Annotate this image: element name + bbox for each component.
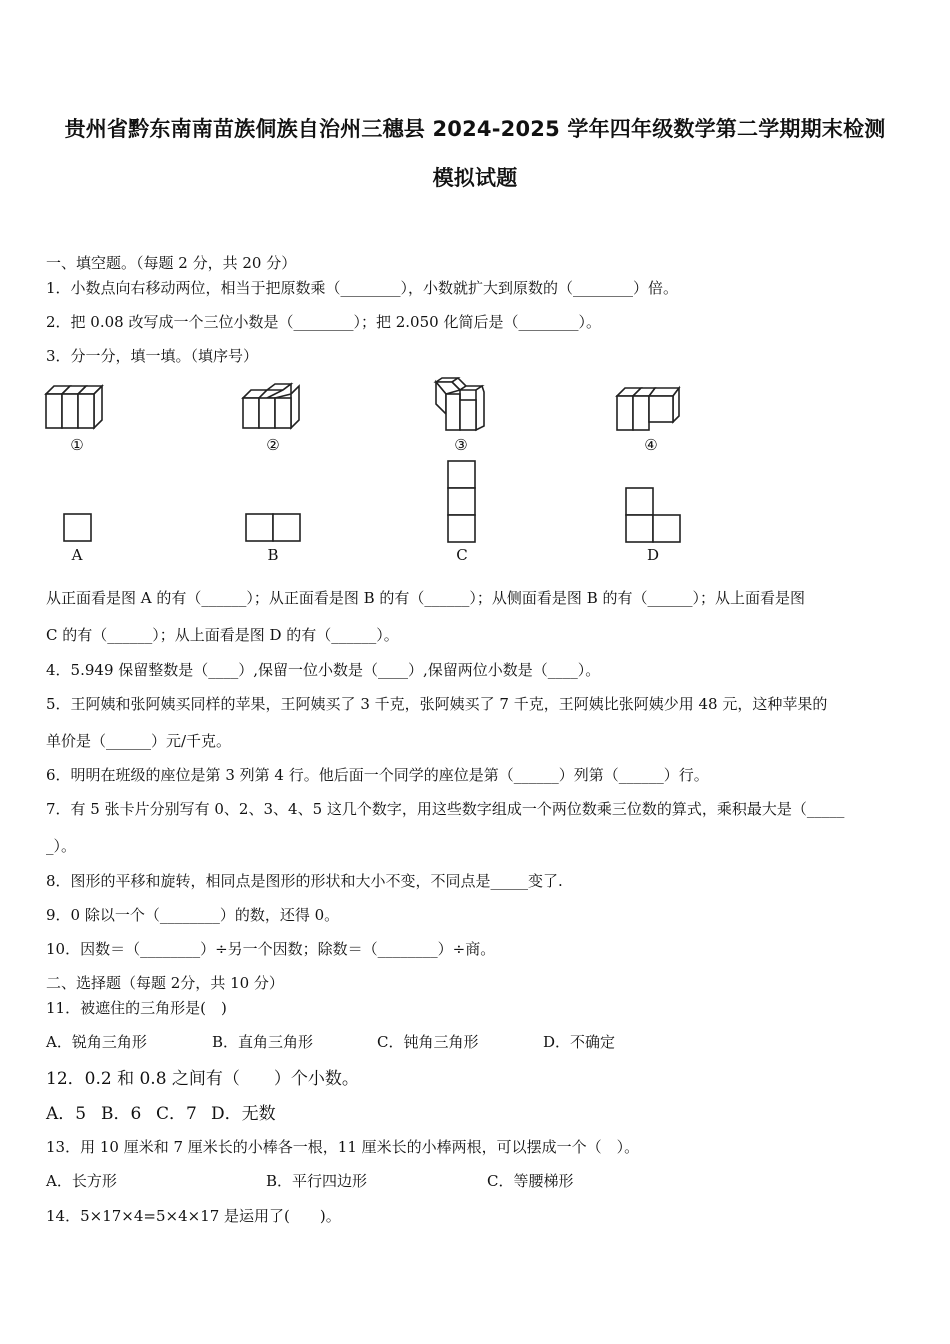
figure-label-2: ② [266, 436, 280, 454]
q12-option-b: B．6 [101, 1104, 142, 1124]
question-11: 11．被遮住的三角形是( ) [46, 999, 227, 1017]
view-figure-c [448, 461, 476, 547]
q12-option-c: C．7 [156, 1104, 197, 1124]
question-12: 12．0.2 和 0.8 之间有（ ）个小数。 [46, 1069, 359, 1089]
figure-label-1: ① [70, 436, 84, 454]
page-title-line1: 贵州省黔东南南苗族侗族自治州三穗县 2024-2025 学年四年级数学第二学期期末检测 [64, 117, 886, 141]
cube-figure-1 [46, 384, 112, 438]
q11-option-a: A．锐角三角形 [46, 1033, 147, 1051]
view-figure-a [64, 514, 92, 546]
question-14: 14．5×17×4=5×4×17 是运用了( )。 [46, 1207, 341, 1225]
cube-figure-3 [436, 378, 496, 438]
section2-heading: 二、选择题（每题 2分，共 10 分） [46, 974, 284, 992]
question-4: 4．5.949 保留整数是（____）,保留一位小数是（____）,保留两位小数是（____）。 [46, 661, 601, 679]
view-label-b: B [267, 546, 279, 564]
view-label-a: A [71, 546, 83, 564]
view-figure-d [626, 488, 682, 548]
question-1: 1．小数点向右移动两位，相当于把原数乘（________），小数就扩大到原数的（________）倍。 [46, 279, 679, 297]
q13-option-b: B．平行四边形 [266, 1172, 368, 1190]
section1-heading: 一、填空题。（每题 2 分，共 20 分） [46, 254, 297, 272]
question-9: 9．0 除以一个（________）的数，还得 0。 [46, 906, 340, 924]
view-label-c: C [456, 546, 468, 564]
question-6: 6．明明在班级的座位是第 3 列第 4 行。他后面一个同学的座位是第（______）列第（______）行。 [46, 766, 709, 784]
cube-figure-2 [241, 384, 307, 438]
view-label-d: D [646, 546, 660, 564]
q11-option-b: B．直角三角形 [212, 1033, 314, 1051]
q13-option-a: A．长方形 [46, 1172, 117, 1190]
question-5-line2: 单价是（______）元/千克。 [46, 732, 232, 750]
question-3-answer-line1: 从正面看是图 A 的有（______）；从正面看是图 B 的有（______）；从侧面看是图 B 的有（______）；从上面看是图 [46, 589, 805, 607]
question-2: 2．把 0.08 改写成一个三位小数是（________）；把 2.050 化简后是（________）。 [46, 313, 601, 331]
q12-option-d: D．无数 [211, 1104, 276, 1124]
question-7-line2: _）。 [46, 837, 77, 855]
view-figure-b [246, 514, 302, 546]
question-3-answer-line2: C 的有（______）；从上面看是图 D 的有（______）。 [46, 626, 399, 644]
page-title-line2: 模拟试题 [432, 166, 518, 190]
q11-option-d: D．不确定 [543, 1033, 616, 1051]
question-7-line1: 7．有 5 张卡片分别写有 0、2、3、4、5 这几个数字，用这些数字组成一个两位数乘三位数的算式，乘积最大是（_____ [46, 800, 845, 818]
question-3: 3．分一分，填一填。（填序号） [46, 347, 259, 365]
q11-option-c: C．钝角三角形 [377, 1033, 479, 1051]
question-13: 13．用 10 厘米和 7 厘米长的小棒各一根，11 厘米长的小棒两根，可以摆成一个（ ）。 [46, 1138, 640, 1156]
q13-option-c: C．等腰梯形 [487, 1172, 574, 1190]
figure-label-3: ③ [454, 436, 468, 454]
cube-figure-4 [617, 386, 689, 438]
figure-label-4: ④ [644, 436, 658, 454]
question-8: 8．图形的平移和旋转，相同点是图形的形状和大小不变，不同点是_____变了. [46, 872, 563, 890]
q12-option-a: A．5 [46, 1104, 87, 1124]
question-10: 10．因数＝（________）÷另一个因数；除数＝（________）÷商。 [46, 940, 496, 958]
question-5-line1: 5．王阿姨和张阿姨买同样的苹果，王阿姨买了 3 千克，张阿姨买了 7 千克，王阿姨比张阿姨少用 48 元，这种苹果的 [46, 695, 828, 713]
